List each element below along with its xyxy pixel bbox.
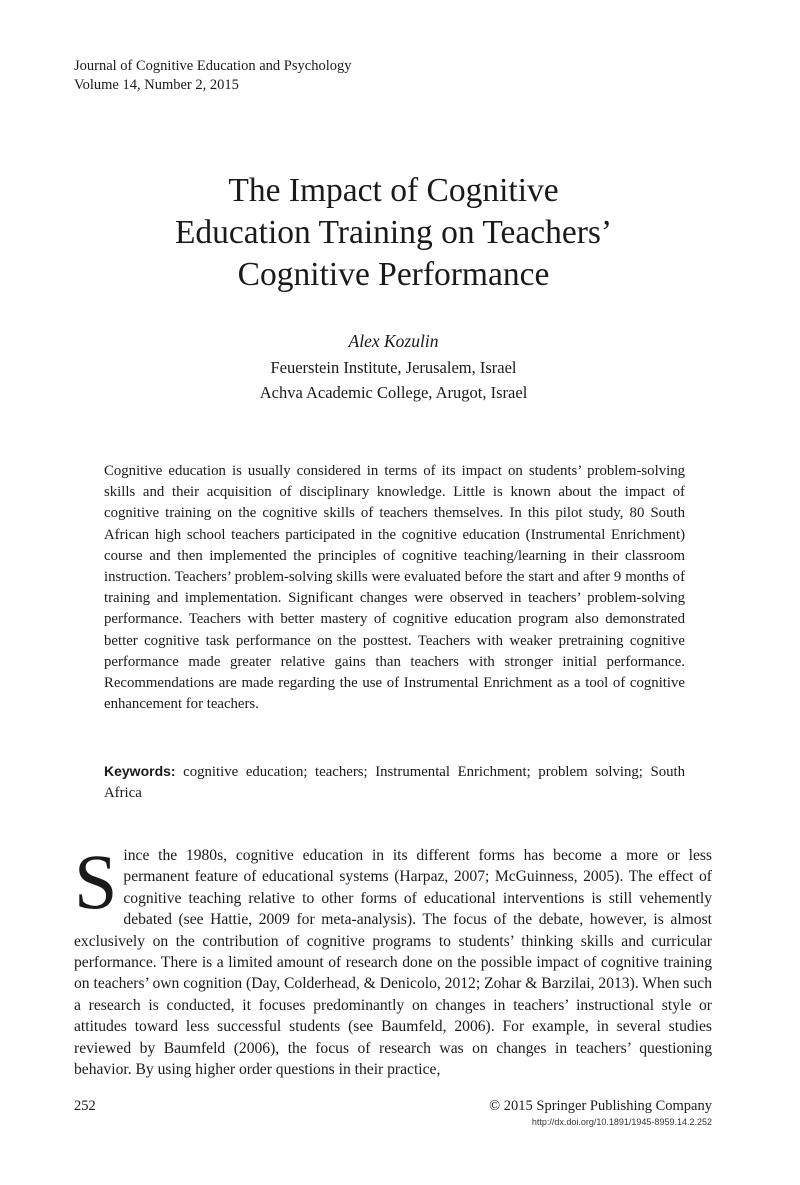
drop-cap: S [74,838,118,925]
keywords-label: Keywords: [104,763,176,779]
journal-volume: Volume 14, Number 2, 2015 [74,77,239,93]
author-name: Alex Kozulin [348,331,439,351]
journal-name: Journal of Cognitive Education and Psychology [74,58,352,74]
affiliations [0,355,787,405]
page-number: 252 [74,1098,96,1114]
body-paragraph: ince the 1980s, cognitive education in its different forms has become a more or less permanent feature of educational systems (Harpaz, 2007; McGuinness, 2005). The effect of cognitive teaching relative to other forms of educational interventions is still vehemently debated (see Hattie, 2009 for meta-analysis). The focus of the debate, however, is almost exclusively on the contribution of cognitive programs to students’ thinking skills and curricular performance. There is a limited amount of research done on the possible impact of cognitive training on teachers’ own cognition (Day, Colderhead, & Denicolo, 2012; Zohar & Barzilai, 2013). When such a research is conducted, it focuses predominantly on changes in teachers’ instructional style or attitudes toward less successful students (see Baumfeld, 2006). For example, in several studies reviewed by Baumfeld (2006), the focus of research was on changes in teachers’ questioning behavior. By using higher order questions in their practice, [74,847,713,1079]
body-text [74,838,713,1080]
abstract: Cognitive education is usually considered in terms of its impact on students’ problem-solving skills and their acquisition of disciplinary knowledge. Little is known about the impact of cognitive training on the cognitive skills of teachers themselves. In this pilot study, 80 South African high school teachers participated in the cognitive education (Instrumental Enrichment) course and then implemented the principles of cognitive teaching/learning in their classroom instruction. Teachers’ problem-solving skills were evaluated before the start and after 9 months of training and implementation. Significant changes were observed in teachers’ problem-solving performance. Teachers with better mastery of cognitive education program also demonstrated better cognitive task performance on the posttest. Teachers with weaker pretraining cognitive performance made greater relative gains than teachers with stronger initial performance. Recommendations are made regarding the use of Instrumental Enrichment as a tool of cognitive enhancement for teachers. [104,463,685,713]
affiliation: Feuerstein Institute, Jerusalem, Israel [270,358,517,377]
title-line: The Impact of Cognitive [228,172,559,209]
affiliation: Achva Academic College, Arugot, Israel [259,383,528,402]
doi-link[interactable]: http://dx.doi.org/10.1891/1945-8959.14.2.252 [531,1117,712,1127]
title-line: Cognitive Performance [237,256,550,293]
article-title [0,170,787,296]
publisher-copyright: © 2015 Springer Publishing Company [489,1098,712,1114]
keywords [104,761,685,804]
journal-header [74,57,351,95]
title-line: Education Training on Teachers’ [174,214,613,251]
keywords-text: cognitive education; teachers; Instrumental Enrichment; problem solving; South Africa [104,764,685,802]
